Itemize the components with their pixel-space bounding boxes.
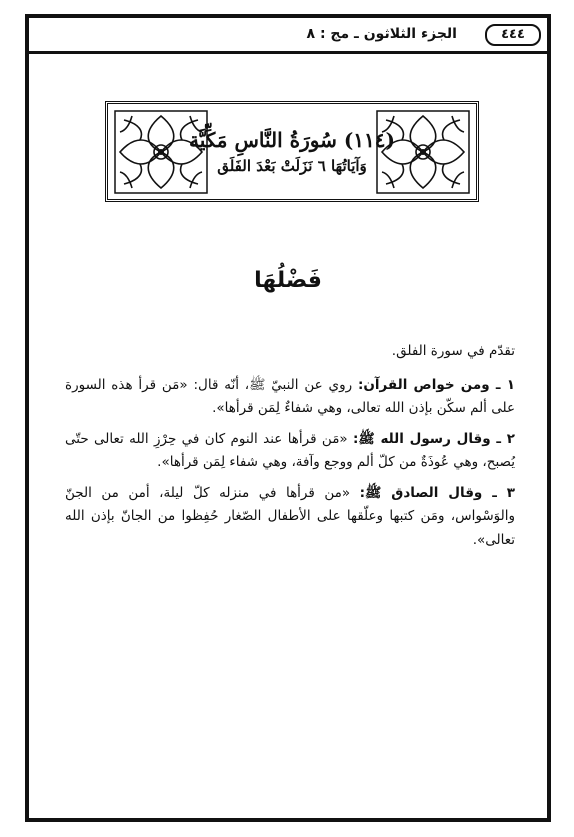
paragraph-3	[65, 482, 515, 553]
intro-paragraph: تقدّم في سورة الفلق.	[391, 343, 515, 359]
surah-title: (١١٤) سُورَةُ النَّاسِ مَكِّيَّة	[189, 127, 395, 152]
page-header	[29, 18, 547, 54]
surah-info: وَآيَاتُهَا ٦ نَزَلَتْ بَعْدَ الفَلَق	[217, 156, 367, 175]
paragraph-1-text: روي عن النبيّ ﷺ، أنّه قال: «مَن قرأ هذه السورة على ألم سكّن بإذن الله تعالى، وهي شفاءٌ لِمَن قرأها».	[65, 376, 515, 416]
paragraph-2-text: «مَن قرأها عند النوم كان في حِرْزِ الله تعالى حتّى يُصبح، وهي عُوذَةٌ من كلّ ألم ووجع وآفة، وهي شفاء لِمَن قرأها».	[65, 430, 515, 470]
paragraph-3-text: «من قرأها في منزله كلّ ليلة، أمن من الجنّ والوَسْواس، ومَن كتبها وعلّقها على الأطفال الصّغار حُفِظوا من الجانّ بإذن الله تعالى».	[65, 484, 515, 548]
paragraph-3-lead: ٣ ـ وقال الصادق ﷺ:	[359, 484, 516, 501]
arabesque-ornament-right	[376, 110, 470, 194]
page-number: ٤٤٤	[485, 24, 541, 46]
body-text	[65, 340, 515, 559]
section-heading: فَضْلُهَا	[254, 268, 322, 293]
surah-banner	[105, 101, 479, 202]
paragraph-1	[65, 374, 515, 421]
running-head: الجزء الثلاثون ـ مج : ٨	[306, 26, 457, 42]
paragraph-2	[65, 428, 515, 475]
page-frame	[25, 14, 551, 822]
paragraph-1-lead: ١ ـ ومن خواص القرآن:	[357, 376, 516, 393]
paragraph-2-lead: ٢ ـ وقال رسول الله ﷺ:	[353, 430, 515, 447]
